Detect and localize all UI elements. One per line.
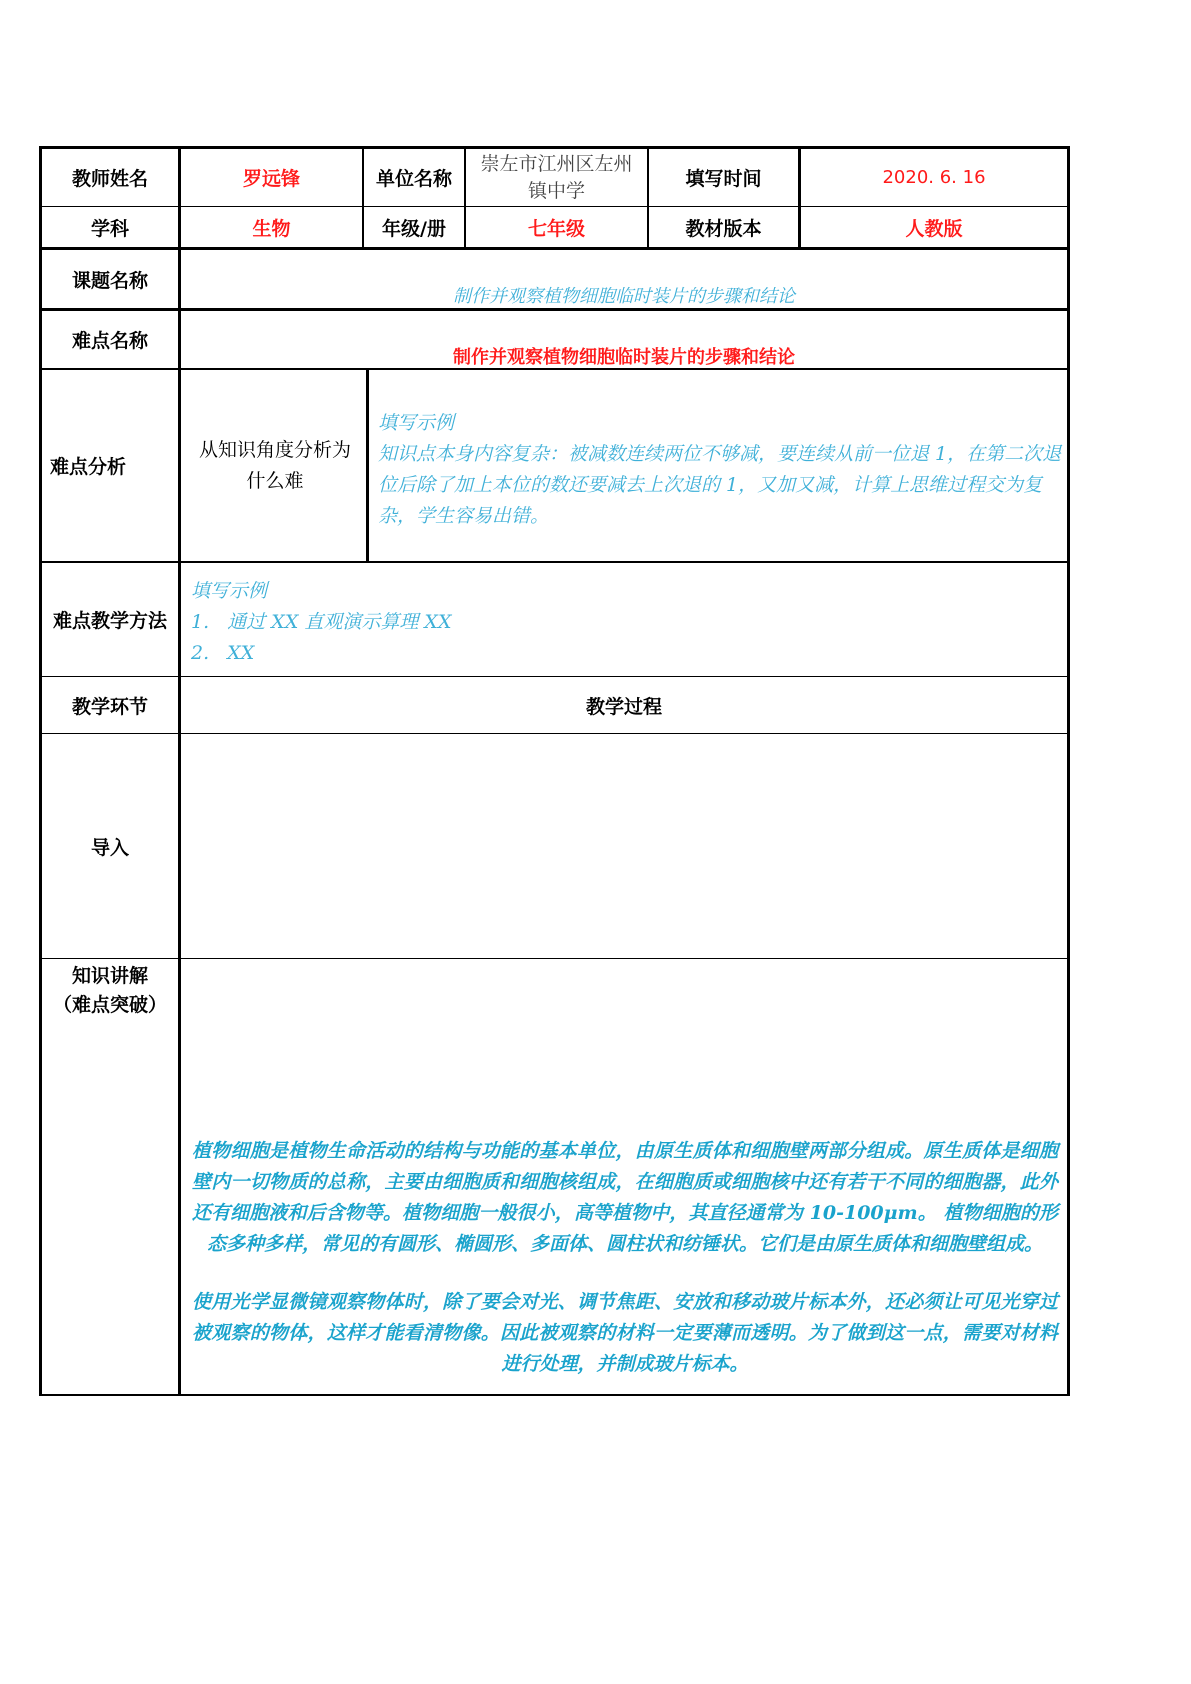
explanation-paragraph-1: 植物细胞是植物生命活动的结构与功能的基本单位，由原生质体和细胞壁两部分组成。原生质体是细胞壁内一切物质的总称，主要由细胞质和细胞核组成，在细胞质或细胞核中还有若干不同的细胞器，此外还有细胞液和后含物等。植物细胞一般很小，高等植物中，其直径通常为 10-100μm。 植物细胞的形态多种多样，常见的有圆形、椭圆形、多面体、圆柱状和纺锤状。它们是由原生质体和细胞壁组成。 xyxy=(192,1140,1058,1255)
analysis-example-title: 填写示例 xyxy=(378,412,455,434)
fill-time-label: 填写时间 xyxy=(685,168,762,190)
intro-label: 导入 xyxy=(90,836,129,859)
fill-time-value: 2020. 6. 16 xyxy=(882,167,986,188)
analysis-example-text: 知识点本身内容复杂：被减数连续两位不够减，要连续从前一位退 1，在第二次退位后除了加上本位的数还要减去上次退的 1，又加又减，计算上思维过程交为复杂，学生容易出错。 xyxy=(378,443,1062,527)
subject-label: 学科 xyxy=(90,217,129,240)
explanation-paragraph-2: 使用光学显微镜观察物体时，除了要会对光、调节焦距、安放和移动玻片标本外，还必须让可见光穿过被观察的物体，这样才能看清物像。因此被观察的材料一定要薄而透明。为了做到这一点，需要对材料进行处理，并制成玻片标本。 xyxy=(192,1291,1058,1375)
analysis-label: 难点分析 xyxy=(50,456,127,478)
stage-header: 教学环节 xyxy=(71,695,148,718)
explanation-label-line1: 知识讲解 xyxy=(71,965,148,987)
difficulty-label: 难点名称 xyxy=(71,330,148,352)
intro-content[interactable] xyxy=(181,734,1067,958)
topic-value: 制作并观察植物细胞临时装片的步骤和结论 xyxy=(453,286,795,307)
explanation-label xyxy=(42,962,178,1020)
teacher-value: 罗远锋 xyxy=(242,168,300,190)
textbook-value: 人教版 xyxy=(905,217,963,240)
method-label: 难点教学方法 xyxy=(52,610,167,632)
explanation-content xyxy=(192,1136,1058,1380)
unit-value: 崇左市江州区左州镇中学 xyxy=(480,152,633,202)
grade-label: 年级/册 xyxy=(382,217,446,240)
difficulty-value: 制作并观察植物细胞临时装片的步骤和结论 xyxy=(453,347,795,368)
method-item: 1. 通过 XX 直观演示算理 XX xyxy=(191,611,452,633)
textbook-label: 教材版本 xyxy=(685,217,762,240)
analysis-sub-label: 从知识角度分析为什么难 xyxy=(198,438,351,492)
unit-label: 单位名称 xyxy=(375,168,452,190)
subject-value: 生物 xyxy=(252,217,291,240)
grade-value: 七年级 xyxy=(527,217,585,240)
method-example xyxy=(191,576,1061,669)
teacher-label: 教师姓名 xyxy=(71,168,148,190)
explanation-label-line2: （难点突破） xyxy=(52,994,167,1016)
process-header: 教学过程 xyxy=(585,695,662,718)
method-item: 2. XX xyxy=(191,642,255,664)
topic-label: 课题名称 xyxy=(71,269,148,292)
method-example-title: 填写示例 xyxy=(191,580,268,602)
analysis-example xyxy=(378,408,1062,532)
